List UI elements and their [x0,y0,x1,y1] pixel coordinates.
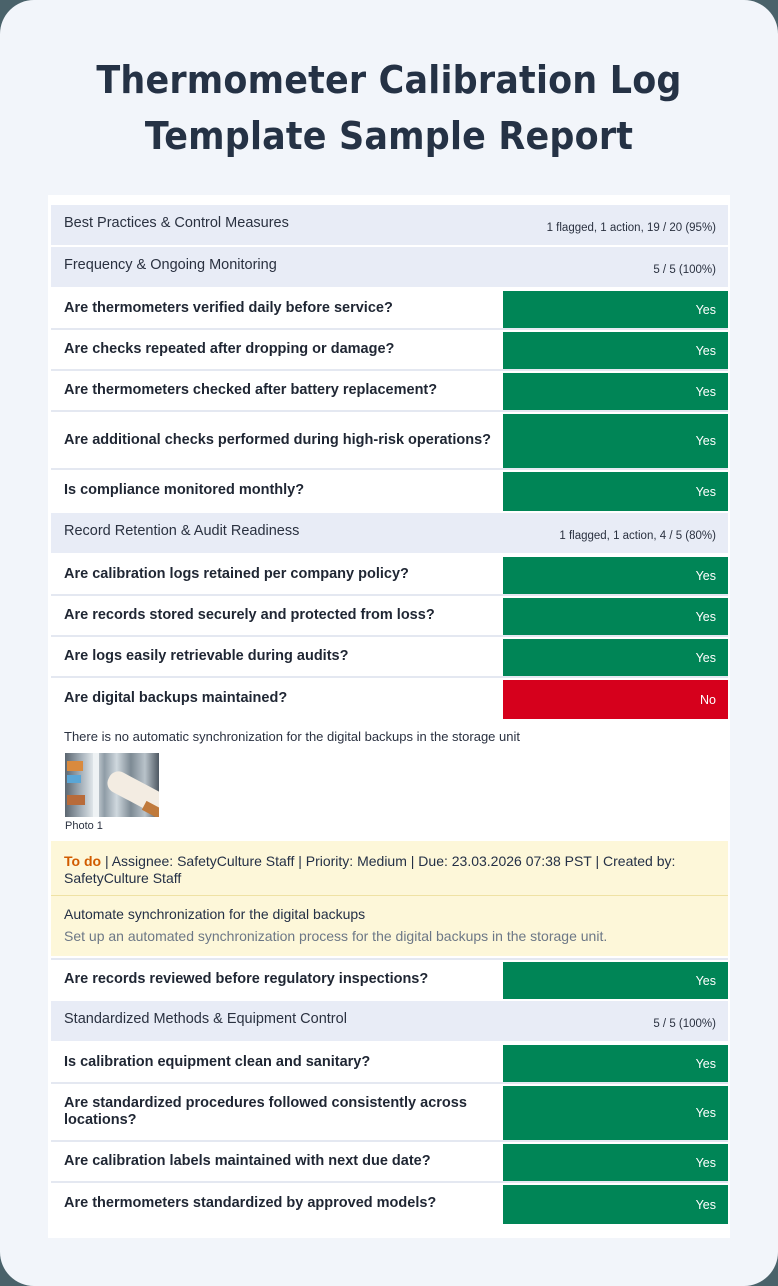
section-header-record-retention[interactable] [51,513,728,553]
question-row-flagged [51,678,728,719]
section-header-best-practices[interactable] [51,205,728,245]
question-text: Are records reviewed before regulatory inspections? [64,971,429,987]
question-text: Are checks repeated after dropping or damage? [64,341,395,357]
answer-yes: Yes [503,472,728,511]
answer-yes: Yes [503,291,728,328]
section-score: 5 / 5 (100%) [653,1018,716,1030]
question-row [51,330,728,371]
answer-yes: Yes [503,639,728,676]
answer-yes: Yes [503,557,728,594]
answer-yes: Yes [503,962,728,999]
answer-yes: Yes [503,1086,728,1140]
question-row [51,1183,728,1224]
question-row [51,958,728,999]
photo-attachment [51,743,728,839]
photo-detail [67,795,85,805]
question-text: Is compliance monitored monthly? [64,482,305,498]
question-row [51,1043,728,1084]
section-score: 5 / 5 (100%) [653,264,716,276]
answer-yes: Yes [503,332,728,369]
question-note: There is no automatic synchronization for the digital backups in the storage unit [64,729,520,744]
action-details: | Assignee: SafetyCulture Staff | Priority: Medium | Due: 23.03.2026 07:38 PST | Created by: SafetyCulture Staff [64,853,676,886]
answer-no: No [503,680,728,719]
question-text: Are thermometers standardized by approved models? [64,1195,437,1211]
question-row [51,596,728,637]
answer-yes: Yes [503,1185,728,1224]
question-text: Are logs easily retrievable during audits? [64,648,349,664]
answer-yes: Yes [503,414,728,468]
page-title [31,52,747,164]
answer-yes: Yes [503,598,728,635]
report-sheet [48,195,730,1238]
action-title: Automate synchronization for the digital backups [64,906,366,922]
section-title: Frequency & Ongoing Monitoring [64,257,277,273]
page-title-line-2: Template Sample Report [144,114,634,158]
question-row [51,555,728,596]
action-status: To do [64,853,102,869]
question-row [51,637,728,678]
photo-detail [67,775,81,783]
action-card[interactable] [51,841,728,956]
question-row [51,289,728,330]
answer-yes: Yes [503,1045,728,1082]
photo-detail [67,761,83,771]
report-rows [51,205,728,1224]
section-title: Standardized Methods & Equipment Control [64,1011,347,1027]
question-text: Are standardized procedures followed consistently across locations? [64,1095,467,1128]
action-meta [51,841,728,896]
question-text: Are calibration labels maintained with next due date? [64,1153,431,1169]
section-title: Record Retention & Audit Readiness [64,523,300,539]
section-header-frequency[interactable] [51,247,728,287]
section-title: Best Practices & Control Measures [64,215,289,231]
question-row [51,1142,728,1183]
photo-label: Photo 1 [65,820,103,832]
section-score: 1 flagged, 1 action, 4 / 5 (80%) [559,530,716,542]
question-text: Are additional checks performed during high-risk operations? [64,431,492,448]
answer-yes: Yes [503,1144,728,1181]
question-row [51,1084,728,1142]
page-title-line-1: Thermometer Calibration Log [96,58,682,102]
action-description: Set up an automated synchronization process for the digital backups in the storage unit. [64,928,608,944]
question-text: Are thermometers checked after battery replacement? [64,382,438,398]
question-text: Is calibration equipment clean and sanitary? [64,1054,371,1070]
section-score: 1 flagged, 1 action, 19 / 20 (95%) [546,222,716,234]
question-text: Are thermometers verified daily before service? [64,300,393,316]
section-header-standardized-methods[interactable] [51,1001,728,1041]
question-text: Are records stored securely and protected from loss? [64,607,435,623]
photo-detail [93,753,99,817]
photo-thumbnail[interactable] [65,753,159,817]
question-row [51,371,728,412]
question-row [51,412,728,470]
question-row [51,470,728,511]
question-text: Are calibration logs retained per company policy? [64,566,409,582]
answer-yes: Yes [503,373,728,410]
question-text: Are digital backups maintained? [64,690,288,706]
